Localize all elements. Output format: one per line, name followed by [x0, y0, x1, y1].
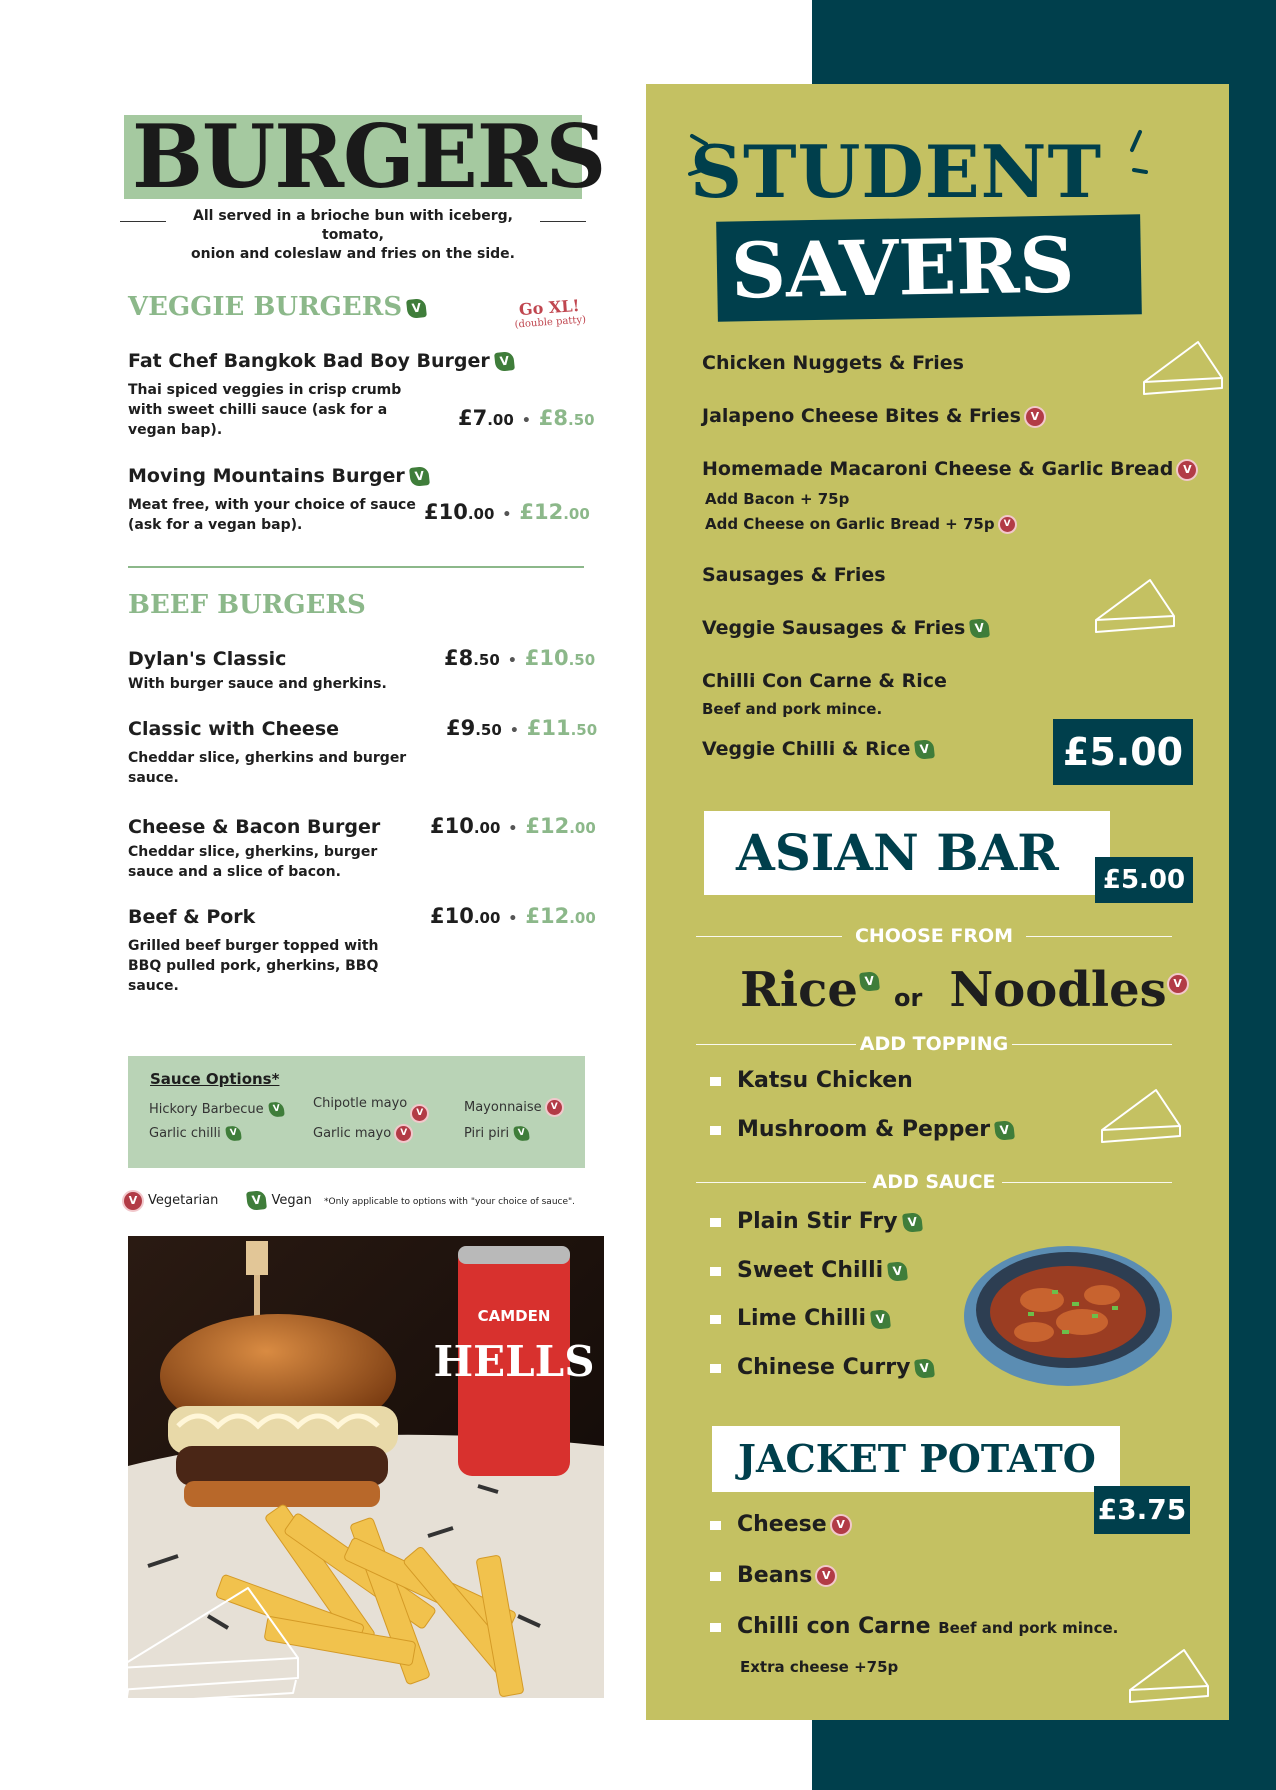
vegan-icon: V: [246, 1190, 267, 1211]
jacket-price-badge: £3.75: [1094, 1486, 1190, 1534]
bullet-icon: [710, 1364, 721, 1373]
rice-label: Rice: [740, 962, 858, 1018]
bullet-icon: [710, 1315, 721, 1324]
subtitle-rule-left: [120, 221, 166, 222]
asian-sauce-sweet-chilli: Sweet Chilli V: [710, 1258, 907, 1283]
student-item-chilli-con-carne: Chilli Con Carne & Rice: [702, 670, 947, 692]
menu-item-bangkok: Fat Chef Bangkok Bad Boy Burger V Thai spiced veggies in crisp crumb with sweet chilli sauce (ask for a vegan bap).: [128, 350, 608, 440]
sauce-piri-piri: Piri piri V: [464, 1126, 529, 1141]
student-title-line1: STUDENT: [690, 129, 1103, 214]
sandwich-doodle-icon: [1096, 1080, 1186, 1150]
rice-or-noodles: [740, 960, 1187, 1028]
price-bangkok: £7.00 • £8.50: [458, 406, 595, 430]
divider-right: [1012, 1044, 1172, 1045]
vegan-icon: V: [994, 1120, 1015, 1141]
asian-bar-title-box: [704, 811, 1110, 895]
sandwich-doodle-icon: [1090, 570, 1180, 640]
vegetarian-icon: V: [547, 1100, 562, 1115]
vegetarian-icon: V: [124, 1192, 142, 1210]
vegetarian-icon: V: [396, 1126, 411, 1141]
vegetarian-icon: V: [412, 1106, 427, 1121]
price-moving-mountains: £10.00 • £12.00: [424, 500, 590, 524]
student-price-badge: £5.00: [1053, 719, 1193, 785]
student-item-veggie-chilli: Veggie Chilli & Rice V: [702, 738, 934, 760]
add-sauce-label: ADD SAUCE: [872, 1171, 996, 1193]
vegetarian-icon: V: [817, 1567, 835, 1585]
student-item-nuggets: Chicken Nuggets & Fries: [702, 352, 964, 374]
vegetarian-icon: V: [1026, 408, 1044, 426]
student-title-line2: SAVERS: [730, 220, 1076, 316]
can-label: HELLS: [433, 1337, 595, 1386]
add-topping-label: ADD TOPPING: [859, 1033, 1009, 1055]
student-item-veggie-sausages: Veggie Sausages & Fries V: [702, 617, 989, 639]
can-brand: CAMDEN: [477, 1307, 551, 1325]
burgers-title: BURGERS: [132, 105, 606, 208]
bullet-icon: [710, 1126, 721, 1135]
vegan-icon: V: [915, 1358, 936, 1379]
sparkle-lines-icon: [684, 128, 1154, 188]
noodle-bowl-photo: [962, 1240, 1174, 1390]
noodles-label: Noodles: [949, 962, 1167, 1018]
vegan-icon: V: [409, 466, 430, 487]
jacket-item-beans: Beans V: [710, 1563, 835, 1588]
divider-left: [696, 1044, 856, 1045]
bullet-icon: [710, 1521, 721, 1530]
menu-item-classic-cheese: Classic with Cheese Cheddar slice, gherkins and burger sauce.: [128, 718, 407, 786]
vegan-icon: V: [870, 1309, 891, 1330]
vegan-icon: V: [969, 618, 990, 639]
vegan-icon: V: [887, 1261, 908, 1282]
asian-sauce-plain-stir-fry: Plain Stir Fry V: [710, 1209, 922, 1234]
vegan-icon: V: [406, 298, 427, 319]
divider-left: [696, 1182, 866, 1183]
sauce-garlic-chilli: Garlic chilli V: [149, 1126, 241, 1141]
bullet-icon: [710, 1218, 721, 1227]
jacket-potato-title-box: [712, 1426, 1120, 1492]
vegetarian-icon: V: [1169, 975, 1187, 993]
sauce-options-title: Sauce Options*: [150, 1070, 280, 1088]
jacket-item-cheese: Cheese V: [710, 1512, 850, 1537]
price-cheese-bacon: £10.00 • £12.00: [430, 814, 596, 838]
sauce-garlic-mayo: Garlic mayo V: [313, 1126, 411, 1141]
asian-sauce-chinese-curry: Chinese Curry V: [710, 1355, 934, 1380]
menu-item-cheese-bacon: Cheese & Bacon Burger Cheddar slice, gherkins, burger sauce and a slice of bacon.: [128, 816, 381, 880]
sandwich-doodle-icon: [1138, 332, 1228, 402]
topping-mushroom-pepper: Mushroom & Pepper V: [710, 1117, 1014, 1142]
student-title-box: [716, 214, 1142, 321]
dietary-legend: V Vegetarian V Vegan *Only applicable to options with "your choice of sauce".: [122, 1191, 575, 1210]
divider-left: [696, 936, 842, 937]
price-dylans-classic: £8.50 • £10.50: [444, 646, 596, 670]
vegetarian-icon: V: [1178, 461, 1196, 479]
beef-burgers-heading: BEEF BURGERS: [128, 590, 366, 620]
sandwich-doodle-icon: [108, 1568, 308, 1708]
jacket-potato-title: JACKET POTATO: [738, 1436, 1096, 1481]
vegan-icon: V: [902, 1212, 923, 1233]
section-divider: [128, 566, 584, 568]
vegetarian-icon: V: [832, 1516, 850, 1534]
vegan-icon: V: [914, 739, 935, 760]
vegetarian-icon: V: [1000, 517, 1015, 532]
go-xl-stamp: Go XL! (double patty): [514, 295, 587, 331]
or-label: or: [893, 984, 923, 1012]
sandwich-doodle-icon: [1124, 1640, 1214, 1710]
bullet-icon: [710, 1077, 721, 1086]
mac-add-cheese: Add Cheese on Garlic Bread + 75p V: [705, 515, 1015, 533]
vegan-icon: V: [225, 1125, 241, 1141]
vegan-icon: V: [268, 1101, 284, 1117]
divider-right: [1002, 1182, 1172, 1183]
sauce-hickory: Hickory Barbecue V: [149, 1102, 284, 1117]
menu-item-dylans-classic: Dylan's Classic With burger sauce and gherkins.: [128, 648, 387, 692]
jacket-item-chilli: Chilli con Carne Beef and pork mince.: [710, 1614, 1118, 1639]
price-classic-cheese: £9.50 • £11.50: [446, 716, 598, 740]
mac-add-bacon: Add Bacon + 75p: [705, 490, 850, 508]
sauce-options-box: [128, 1056, 585, 1168]
veggie-burgers-heading: VEGGIE BURGERS V: [128, 292, 426, 322]
student-item-jalapeno: Jalapeno Cheese Bites & Fries V: [702, 405, 1044, 427]
bullet-icon: [710, 1623, 721, 1632]
student-item-mac-cheese: Homemade Macaroni Cheese & Garlic Bread V: [702, 458, 1196, 480]
sauce-mayonnaise: Mayonnaise V: [464, 1100, 562, 1115]
burgers-title-block: [124, 105, 606, 208]
asian-sauce-lime-chilli: Lime Chilli V: [710, 1306, 890, 1331]
bullet-icon: [710, 1267, 721, 1276]
jacket-extra-cheese: Extra cheese +75p: [740, 1658, 899, 1676]
divider-right: [1026, 936, 1172, 937]
student-item-sausages: Sausages & Fries: [702, 564, 886, 586]
menu-item-moving-mountains: Moving Mountains Burger V Meat free, with your choice of sauce (ask for a vegan bap).: [128, 465, 608, 535]
choose-from-label: CHOOSE FROM: [854, 925, 1014, 947]
price-beef-pork: £10.00 • £12.00: [430, 904, 596, 928]
subtitle-rule-right: [540, 221, 586, 222]
topping-katsu-chicken: Katsu Chicken: [710, 1068, 913, 1093]
vegan-icon: V: [494, 351, 515, 372]
vegan-icon: V: [859, 971, 880, 992]
vegan-icon: V: [513, 1125, 529, 1141]
asian-price-badge: £5.00: [1095, 857, 1193, 903]
burgers-subtitle: All served in a brioche bun with iceberg, tomato, onion and coleslaw and fries on the side.: [190, 208, 515, 262]
chilli-con-carne-sub: Beef and pork mince.: [702, 700, 883, 718]
bullet-icon: [710, 1572, 721, 1581]
asian-bar-title: ASIAN BAR: [736, 823, 1059, 882]
sauce-chipotle: Chipotle mayoV: [313, 1096, 427, 1111]
menu-item-beef-pork: Beef & Pork Grilled beef burger topped with BBQ pulled pork, gherkins, BBQ sauce.: [128, 906, 379, 994]
